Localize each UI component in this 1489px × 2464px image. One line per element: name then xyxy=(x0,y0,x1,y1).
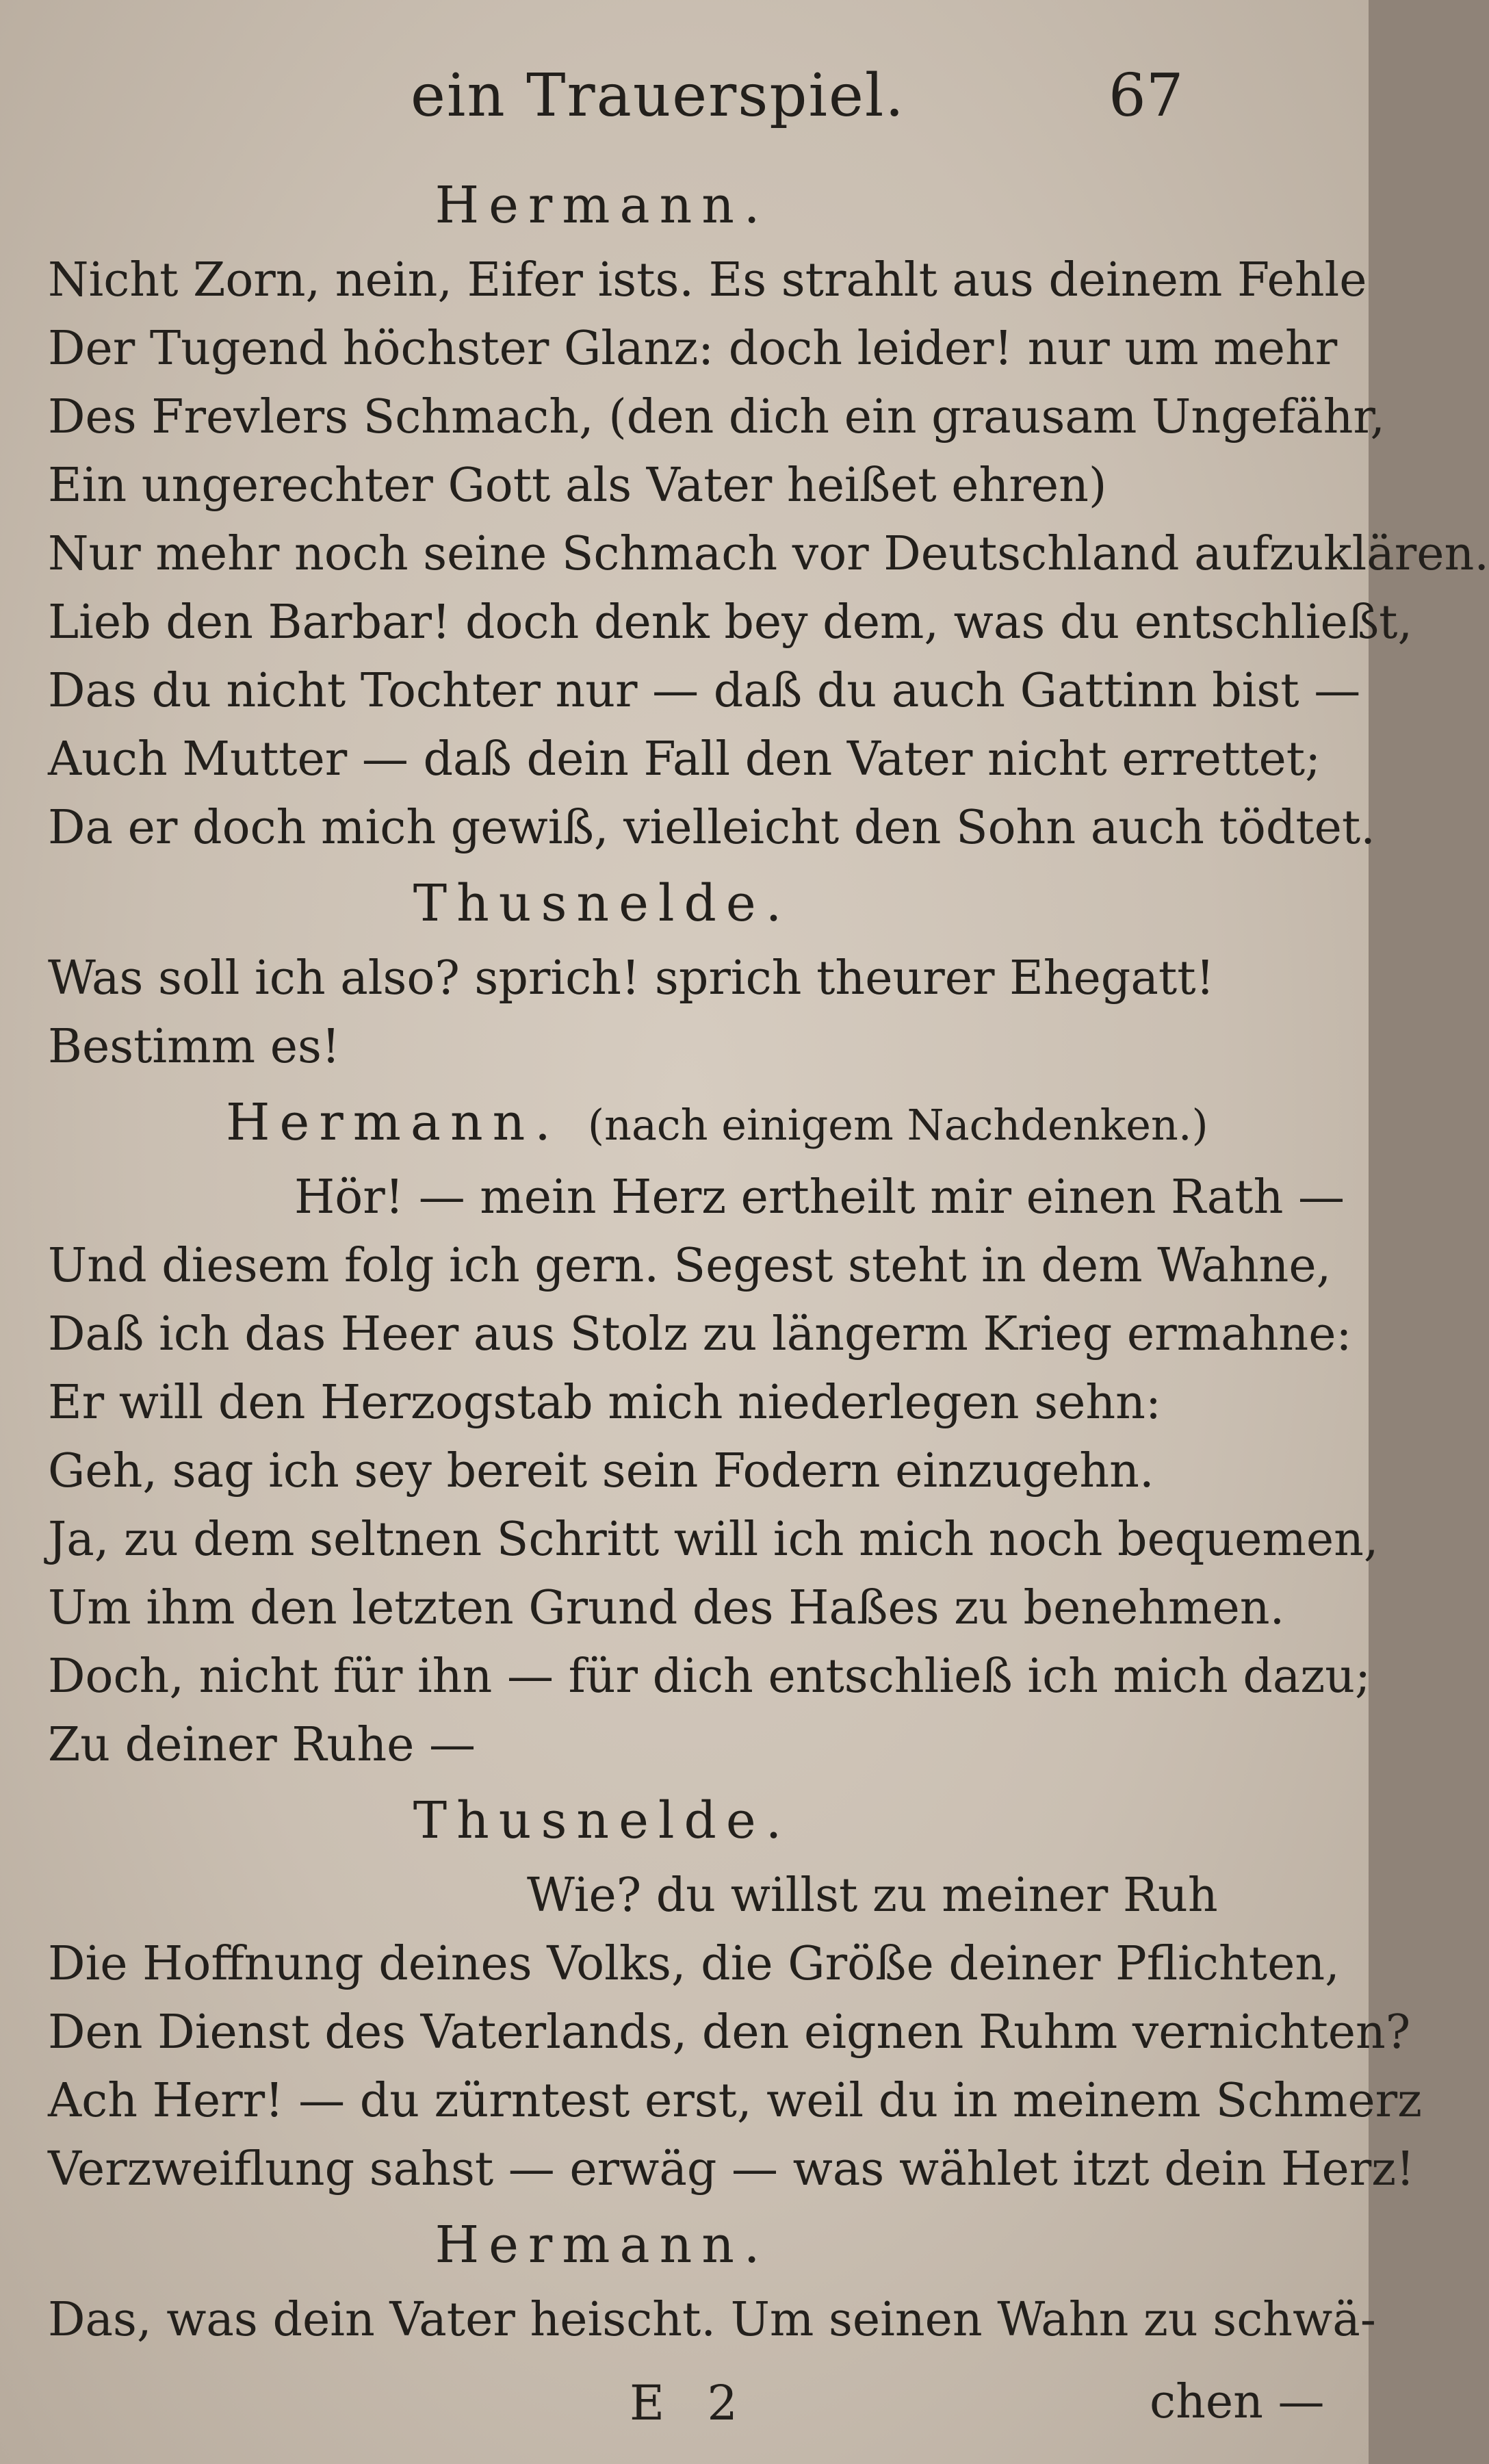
verse-line: Das du nicht Tochter nur — daß du auch Gattinn bist — xyxy=(48,664,1361,718)
verse-line: Zu deiner Ruhe — xyxy=(48,1718,476,1772)
verse-line: Das, was dein Vater heischt. Um seinen Wahn zu schwä- xyxy=(48,2293,1376,2347)
verse-line: Bestimm es! xyxy=(48,1020,341,1074)
verse-line: Nur mehr noch seine Schmach vor Deutschland aufzuklären. xyxy=(48,527,1489,581)
verse-line: Ja, zu dem seltnen Schritt will ich mich noch bequemen, xyxy=(48,1513,1379,1567)
speaker-heading xyxy=(48,1081,1334,1164)
verse-line: Um ihm den letzten Grund des Haßes zu benehmen. xyxy=(48,1581,1285,1635)
verse-text xyxy=(48,164,1489,2354)
speaker-name: Hermann. xyxy=(226,1093,560,1152)
verse-line: Lieb den Barbar! doch denk bey dem, was du entschließt, xyxy=(48,595,1413,650)
verse-line: Ein ungerechter Gott als Vater heißet ehren) xyxy=(48,459,1107,513)
verse-line: Er will den Herzogstab mich niederlegen sehn: xyxy=(48,1376,1161,1430)
catchword: chen — xyxy=(1150,2375,1325,2429)
speaker-name: Thusnelde. xyxy=(413,874,792,933)
verse-line: Daß ich das Heer aus Stolz zu längerm Krieg ermahne: xyxy=(48,1307,1352,1361)
verse-line: Da er doch mich gewiß, vielleicht den Sohn auch tödtet. xyxy=(48,801,1375,855)
speaker-name: Hermann. xyxy=(435,2216,770,2274)
signature-mark: E 2 xyxy=(630,2375,751,2431)
page-footer xyxy=(0,2375,1369,2443)
verse-line: Des Frevlers Schmach, (den dich ein grausam Ungefähr, xyxy=(48,390,1386,444)
verse-line: Der Tugend höchster Glanz: doch leider! nur um mehr xyxy=(48,322,1338,376)
verse-line: Wie? du willst zu meiner Ruh xyxy=(527,1869,1218,1923)
page-number: 67 xyxy=(1109,62,1184,130)
verse-line: Ach Herr! — du zürntest erst, weil du in meinem Schmerz xyxy=(48,2074,1422,2128)
verse-line: Nicht Zorn, nein, Eifer ists. Es strahlt aus deinem Fehle xyxy=(48,253,1367,307)
verse-line: Doch, nicht für ihn — für dich entschließ ich mich dazu; xyxy=(48,1650,1371,1704)
verse-line: Geh, sag ich sey bereit sein Fodern einzugehn. xyxy=(48,1444,1154,1498)
verse-line: Die Hoffnung deines Volks, die Größe deiner Pflichten, xyxy=(48,1937,1340,1991)
verse-line: Auch Mutter — daß dein Fall den Vater nicht errettet; xyxy=(48,732,1321,786)
verse-line: Den Dienst des Vaterlands, den eignen Ruhm vernichten? xyxy=(48,2005,1411,2059)
speaker-name: Hermann. xyxy=(435,176,770,235)
running-head xyxy=(370,48,1259,164)
speaker-name: Thusnelde. xyxy=(413,1791,792,1850)
verse-line: Und diesem folg ich gern. Segest steht in dem Wahne, xyxy=(48,1239,1332,1293)
running-title: ein Trauerspiel. xyxy=(411,62,905,130)
verse-line: Hör! — mein Herz ertheilt mir einen Rath — xyxy=(294,1170,1345,1224)
verse-line: Verzweiflung sahst — erwäg — was wählet itzt dein Herz! xyxy=(48,2142,1415,2196)
stage-direction: (nach einigem Nachdenken.) xyxy=(587,1100,1208,1150)
verse-line: Was soll ich also? sprich! sprich theurer Ehegatt! xyxy=(48,951,1215,1005)
